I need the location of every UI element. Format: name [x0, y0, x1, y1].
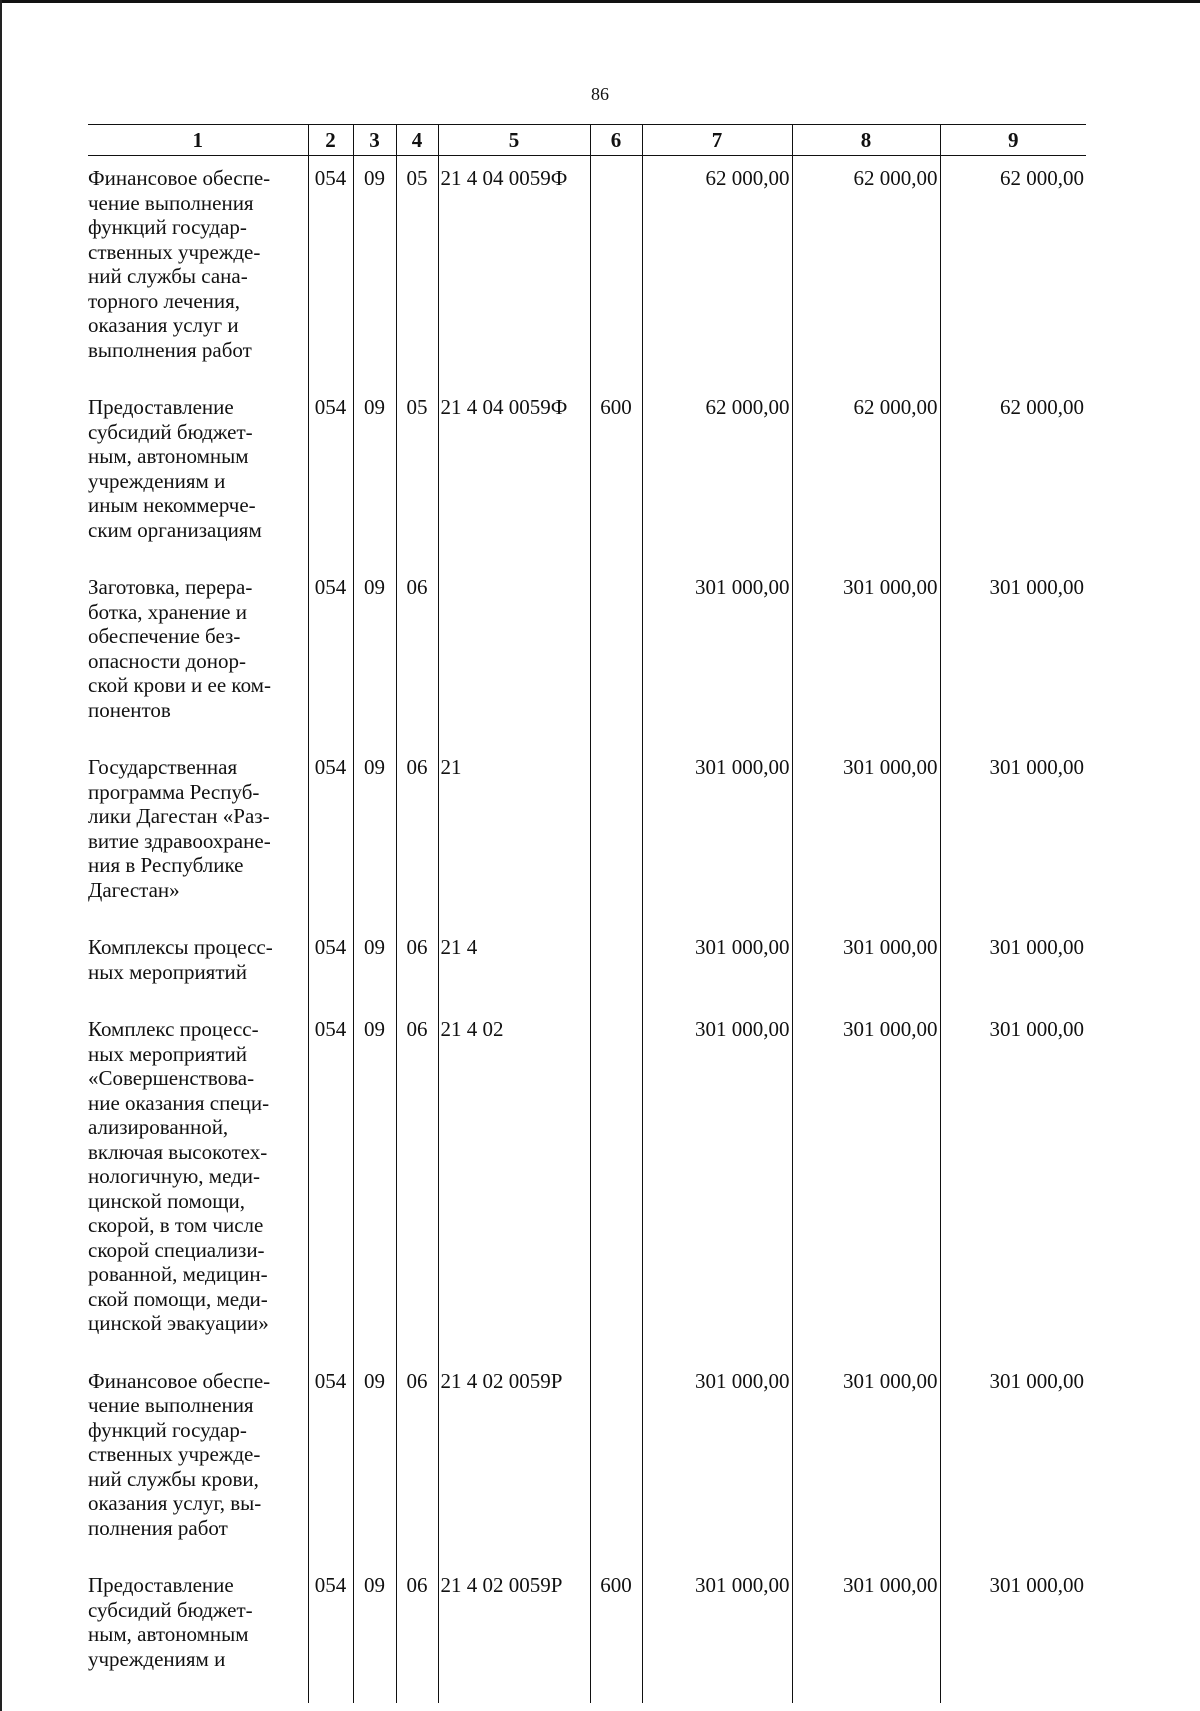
row-name: Финансовое обеспе- чение выполнения функций государ- ственных учрежде- ний службы сана- торного лечения, оказания услуг и выполнения работ	[88, 166, 271, 362]
cell-col7: 62 000,00	[642, 156, 792, 386]
cell-col9: 301 000,00	[940, 925, 1086, 1007]
cell-col5: 21 4 02	[438, 1007, 590, 1359]
cell-col6	[590, 925, 642, 1007]
cell-col3: 09	[353, 385, 396, 565]
cell-col3: 09	[353, 1007, 396, 1359]
cell-col5: 21 4	[438, 925, 590, 1007]
cell-col4: 06	[396, 745, 438, 925]
cell-col5: 21 4 04 0059Ф	[438, 385, 590, 565]
cell-col4: 05	[396, 156, 438, 386]
cell-col9: 301 000,00	[940, 1359, 1086, 1564]
cell-col9: 301 000,00	[940, 745, 1086, 925]
cell-col8: 301 000,00	[792, 565, 940, 745]
cell-col5: 21	[438, 745, 590, 925]
column-header: 4	[396, 125, 438, 156]
page-number: 86	[591, 84, 609, 104]
cell-col8: 301 000,00	[792, 1563, 940, 1703]
cell-col2: 054	[308, 1359, 353, 1564]
table-row	[88, 1563, 1086, 1703]
column-header: 7	[642, 125, 792, 156]
table-row	[88, 925, 1086, 1007]
left-border-line	[0, 0, 2, 1711]
cell-col8: 301 000,00	[792, 745, 940, 925]
cell-col6: 600	[590, 385, 642, 565]
cell-col4: 05	[396, 385, 438, 565]
cell-col8: 62 000,00	[792, 385, 940, 565]
cell-col6	[590, 1007, 642, 1359]
cell-col5: 21 4 02 0059Р	[438, 1563, 590, 1703]
cell-col6	[590, 745, 642, 925]
cell-col9: 301 000,00	[940, 565, 1086, 745]
row-name: Комплекс процесс- ных мероприятий «Совершенствова- ние оказания специ- ализированной, включая высокотех- нологичную, меди- цинской помощи, скорой, в том числе скорой специализи- рованной, медицин- ской помощи, меди- цинской эвакуации»	[88, 1017, 270, 1335]
table-row	[88, 1007, 1086, 1359]
cell-col8: 62 000,00	[792, 156, 940, 386]
cell-col7: 62 000,00	[642, 385, 792, 565]
cell-col3: 09	[353, 565, 396, 745]
cell-col6: 600	[590, 1563, 642, 1703]
column-header: 5	[438, 125, 590, 156]
table-row	[88, 385, 1086, 565]
cell-col3: 09	[353, 156, 396, 386]
cell-col4: 06	[396, 925, 438, 1007]
column-header: 3	[353, 125, 396, 156]
cell-col6	[590, 565, 642, 745]
cell-col7: 301 000,00	[642, 565, 792, 745]
table-header-row	[88, 125, 1086, 156]
cell-col4: 06	[396, 565, 438, 745]
cell-col2: 054	[308, 156, 353, 386]
column-header: 2	[308, 125, 353, 156]
cell-col8: 301 000,00	[792, 1007, 940, 1359]
column-header: 9	[940, 125, 1086, 156]
table-row	[88, 565, 1086, 745]
cell-col7: 301 000,00	[642, 745, 792, 925]
cell-col9: 301 000,00	[940, 1007, 1086, 1359]
cell-col2: 054	[308, 745, 353, 925]
row-name: Комплексы процесс- ных мероприятий	[88, 935, 273, 984]
cell-col7: 301 000,00	[642, 1007, 792, 1359]
cell-col8: 301 000,00	[792, 925, 940, 1007]
cell-col4: 06	[396, 1563, 438, 1703]
top-border-line	[0, 0, 1200, 3]
budget-table-container	[88, 124, 1086, 1703]
cell-col9: 301 000,00	[940, 1563, 1086, 1703]
row-name: Финансовое обеспе- чение выполнения функций государ- ственных учрежде- ний службы крови, оказания услуг, вы- полнения работ	[88, 1368, 271, 1540]
row-name: Предоставление субсидий бюджет- ным, автономным учреждениям и	[88, 1573, 253, 1671]
cell-col8: 301 000,00	[792, 1359, 940, 1564]
column-header: 6	[590, 125, 642, 156]
cell-col7: 301 000,00	[642, 925, 792, 1007]
cell-col6	[590, 1359, 642, 1564]
cell-col3: 09	[353, 745, 396, 925]
cell-col2: 054	[308, 1007, 353, 1359]
cell-col2: 054	[308, 385, 353, 565]
cell-col5: 21 4 04 0059Ф	[438, 156, 590, 386]
cell-col5: 21 4 02 0059Р	[438, 1359, 590, 1564]
row-name: Заготовка, перера- ботка, хранение и обеспечение без- опасности донор- ской крови и ее ком- понентов	[88, 575, 271, 722]
cell-col2: 054	[308, 565, 353, 745]
table-row	[88, 156, 1086, 386]
cell-col7: 301 000,00	[642, 1563, 792, 1703]
table-row	[88, 1359, 1086, 1564]
cell-col4: 06	[396, 1007, 438, 1359]
cell-col7: 301 000,00	[642, 1359, 792, 1564]
cell-col5	[438, 565, 590, 745]
cell-col2: 054	[308, 1563, 353, 1703]
cell-col3: 09	[353, 925, 396, 1007]
row-name: Государственная программа Респуб- лики Дагестан «Раз- витие здравоохране- ния в Республике Дагестан»	[88, 755, 271, 902]
column-header: 8	[792, 125, 940, 156]
cell-col9: 62 000,00	[940, 156, 1086, 386]
table-row	[88, 745, 1086, 925]
cell-col3: 09	[353, 1563, 396, 1703]
cell-col9: 62 000,00	[940, 385, 1086, 565]
budget-table	[88, 124, 1086, 1703]
cell-col2: 054	[308, 925, 353, 1007]
cell-col6	[590, 156, 642, 386]
row-name: Предоставление субсидий бюджет- ным, автономным учреждениям и иным некоммерче- ским организациям	[88, 395, 262, 542]
column-header: 1	[88, 125, 308, 156]
cell-col3: 09	[353, 1359, 396, 1564]
cell-col4: 06	[396, 1359, 438, 1564]
